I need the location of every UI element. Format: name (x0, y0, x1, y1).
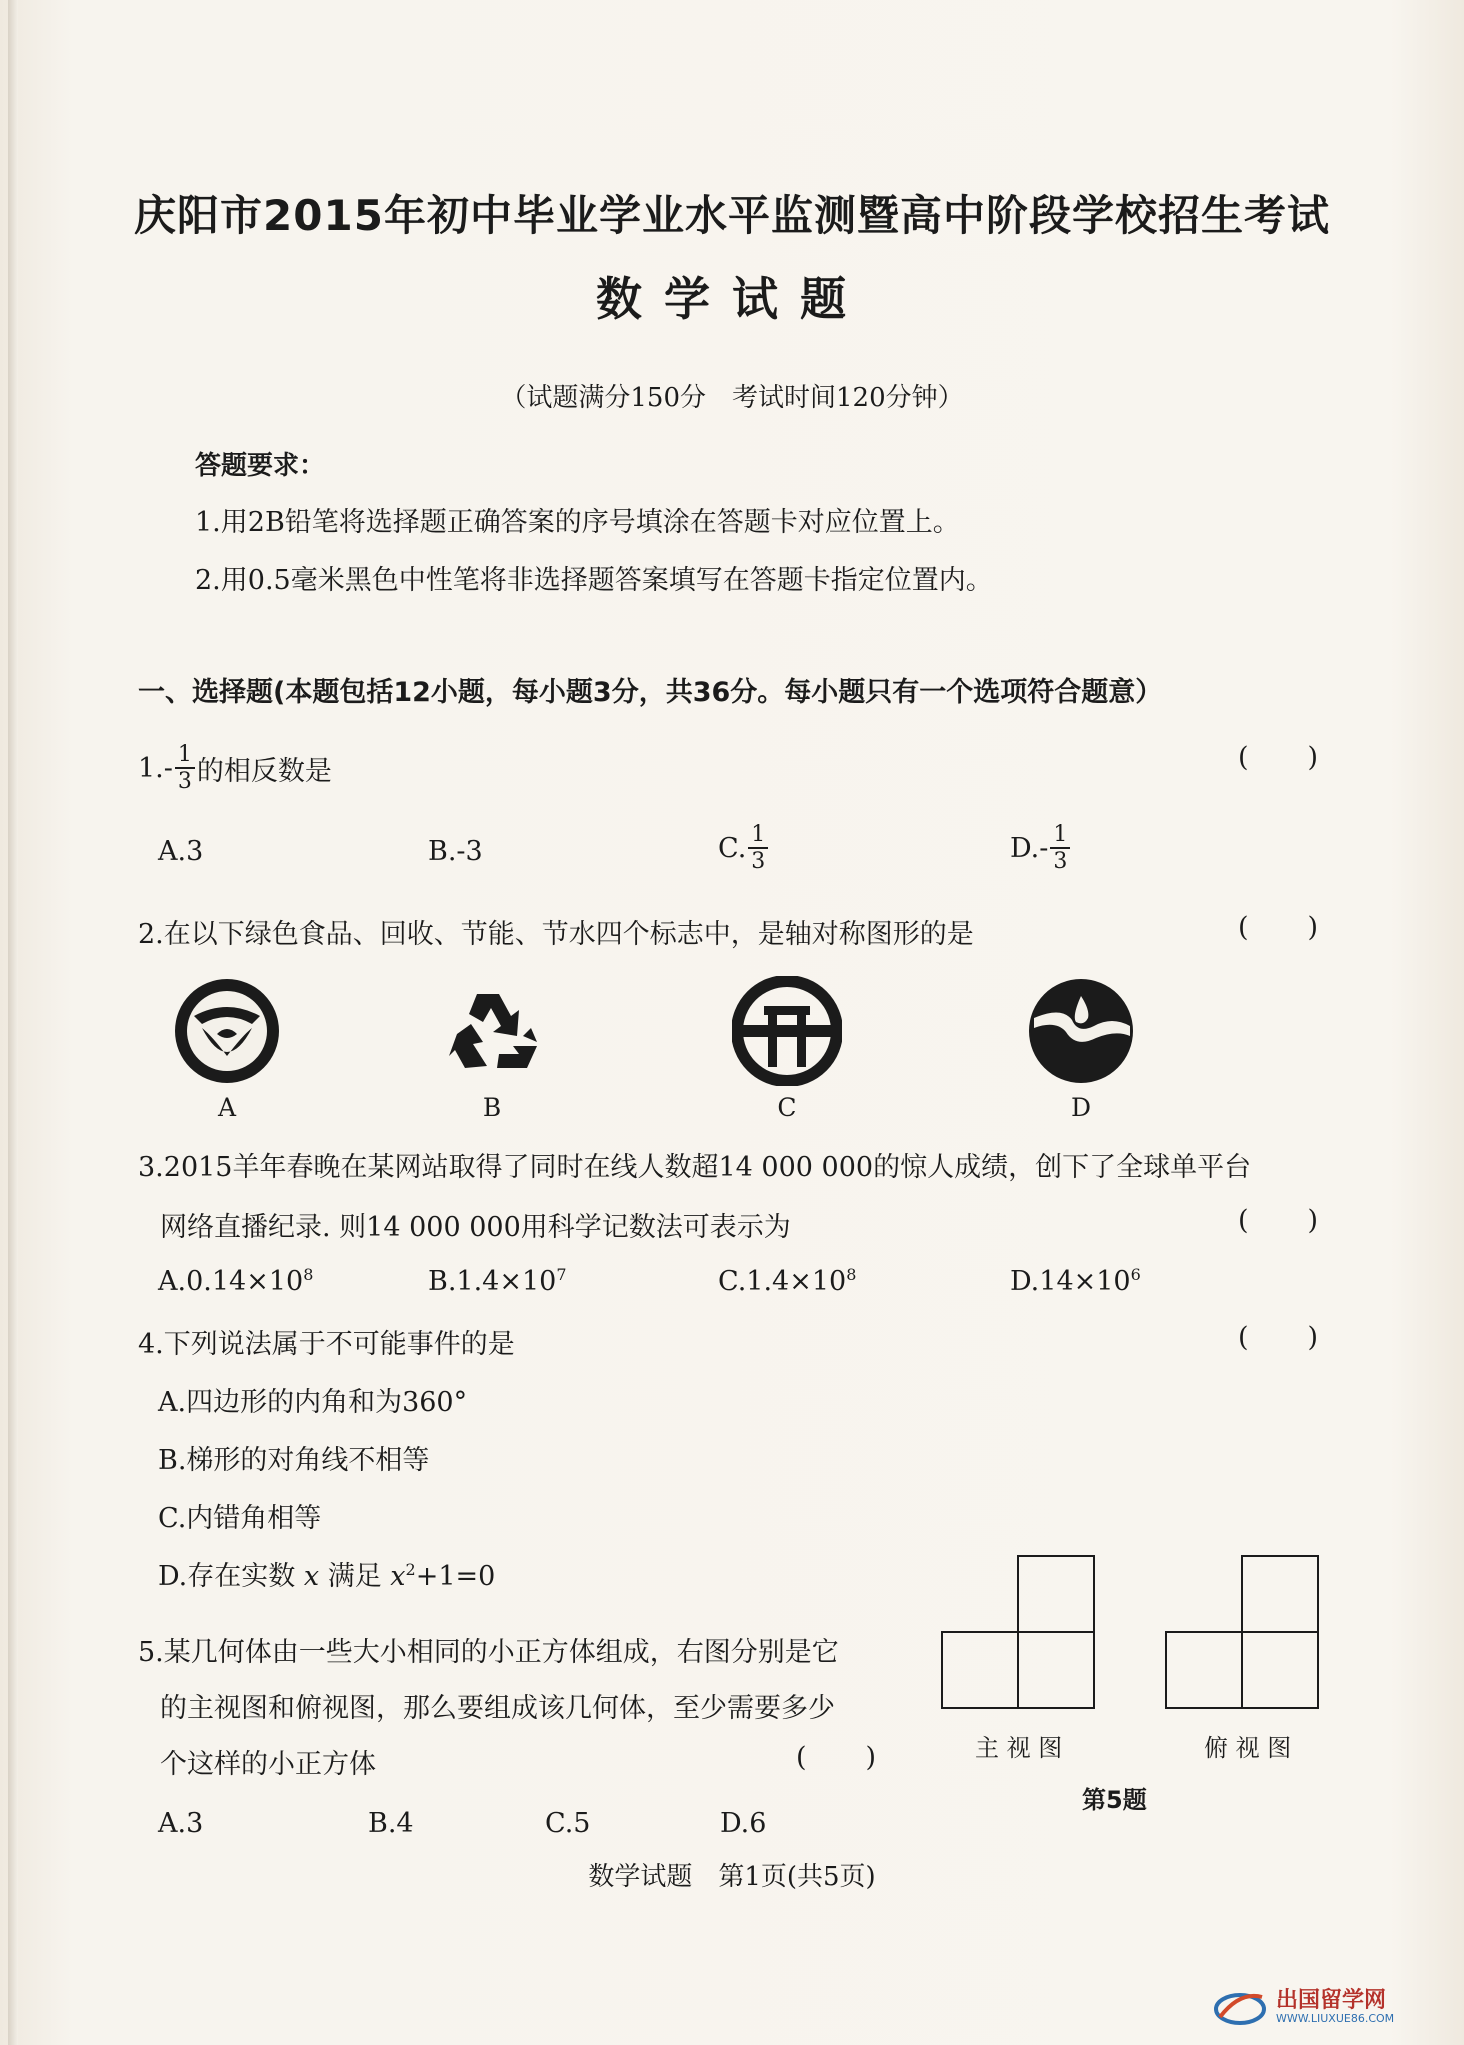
fraction-den: 3 (177, 769, 192, 795)
requirement-2: 2.用0.5毫米黑色中性笔将非选择题答案填写在答题卡指定位置内。 (195, 565, 993, 596)
question-5-line-1: 5.某几何体由一些大小相同的小正方体组成，右图分别是它 (138, 1637, 839, 1668)
q1-option-d[interactable]: D.- $\frac{1}{3}$ (1010, 822, 1072, 875)
q5-option-c[interactable]: C.5 (545, 1808, 591, 1839)
question-2: 2.在以下绿色食品、回收、节能、节水四个标志中，是轴对称图形的是 (138, 919, 974, 950)
q3-option-d[interactable]: $D.14\times 10^6$ (1010, 1265, 1141, 1297)
question-1-prefix: 1.- (138, 752, 173, 784)
water-saving-logo-icon[interactable] (1026, 976, 1136, 1086)
q1-option-b[interactable]: B.-3 (428, 836, 483, 867)
exam-title: 庆阳市2015年初中毕业学业水平监测暨高中阶段学校招生考试 (134, 191, 1330, 240)
q4-option-c[interactable]: C.内错角相等 (158, 1503, 322, 1534)
q5-option-b[interactable]: B.4 (368, 1808, 414, 1839)
q3-option-c[interactable]: $C.1.4\times 10^8$ (718, 1265, 857, 1297)
q4-option-d[interactable]: D.存在实数 x 满足 $x^2+1=0$ (158, 1560, 496, 1592)
fraction-num: 1 (175, 742, 195, 769)
exam-subtitle: 数学试题 (596, 272, 868, 326)
top-view-figure (1162, 1554, 1338, 1712)
top-view-label: 俯 视 图 (1204, 1734, 1292, 1762)
q4-option-b[interactable]: B.梯形的对角线不相等 (158, 1445, 430, 1476)
question-1-suffix: 的相反数是 (196, 755, 332, 787)
requirements-heading: 答题要求： (195, 451, 326, 481)
q1-option-c[interactable]: C. $\frac{1}{3}$ (718, 822, 770, 875)
question-5-line-3: 个这样的小正方体 (160, 1749, 376, 1780)
q4-option-a[interactable]: A.四边形的内角和为360° (158, 1387, 468, 1418)
green-food-logo-icon[interactable] (172, 976, 282, 1086)
q5-option-a[interactable]: A.3 (158, 1808, 204, 1839)
front-view-label: 主 视 图 (975, 1734, 1063, 1762)
logo-label-c: C (777, 1093, 797, 1122)
answer-paren-2[interactable]: ( ) (1238, 912, 1318, 943)
front-view-figure (938, 1554, 1114, 1712)
globe-logo-icon (1212, 1987, 1268, 2027)
question-3-line-2: 网络直播纪录. 则14 000 000用科学记数法可表示为 (160, 1212, 791, 1243)
answer-paren-5[interactable]: ( ) (796, 1742, 876, 1773)
answer-paren-1[interactable]: ( ) (1238, 742, 1318, 773)
logo-label-b: B (482, 1093, 502, 1122)
watermark-name: 出国留学网 (1276, 1987, 1387, 2013)
q5-option-d[interactable]: D.6 (720, 1808, 767, 1839)
logo-label-a: A (217, 1093, 237, 1122)
watermark-url: WWW.LIUXUE86.COM (1276, 2011, 1395, 2025)
q3-option-a[interactable]: $A.0.14\times 10^8$ (158, 1265, 314, 1297)
question-3-line-1: 3.2015羊年春晚在某网站取得了同时在线人数超14 000 000的惊人成绩，创下了全球单平台 (138, 1152, 1252, 1183)
question-1 (138, 742, 332, 795)
section-heading: 一、选择题(本题包括12小题，每小题3分，共36分。每小题只有一个选项符合题意） (138, 677, 1163, 708)
exam-meta: （试题满分150分 考试时间120分钟） (500, 383, 964, 413)
figure-caption: 第5题 (1082, 1786, 1147, 1814)
answer-paren-4[interactable]: ( ) (1238, 1322, 1318, 1353)
page-footer: 数学试题 第1页(共5页) (588, 1862, 876, 1892)
recycle-logo-icon[interactable] (437, 976, 547, 1086)
answer-paren-3[interactable]: ( ) (1238, 1205, 1318, 1236)
requirement-1: 1.用2B铅笔将选择题正确答案的序号填涂在答题卡对应位置上。 (195, 507, 960, 538)
energy-saving-logo-icon[interactable] (732, 976, 842, 1086)
question-5-line-2: 的主视图和俯视图，那么要组成该几何体，至少需要多少 (160, 1693, 835, 1724)
logo-label-d: D (1070, 1093, 1092, 1122)
site-watermark[interactable] (1212, 1983, 1452, 2031)
fraction-one-third (175, 742, 195, 795)
question-4: 4.下列说法属于不可能事件的是 (138, 1329, 515, 1360)
q1-option-a[interactable]: A.3 (158, 836, 204, 867)
q3-option-b[interactable]: $B.1.4\times 10^7$ (428, 1265, 567, 1297)
